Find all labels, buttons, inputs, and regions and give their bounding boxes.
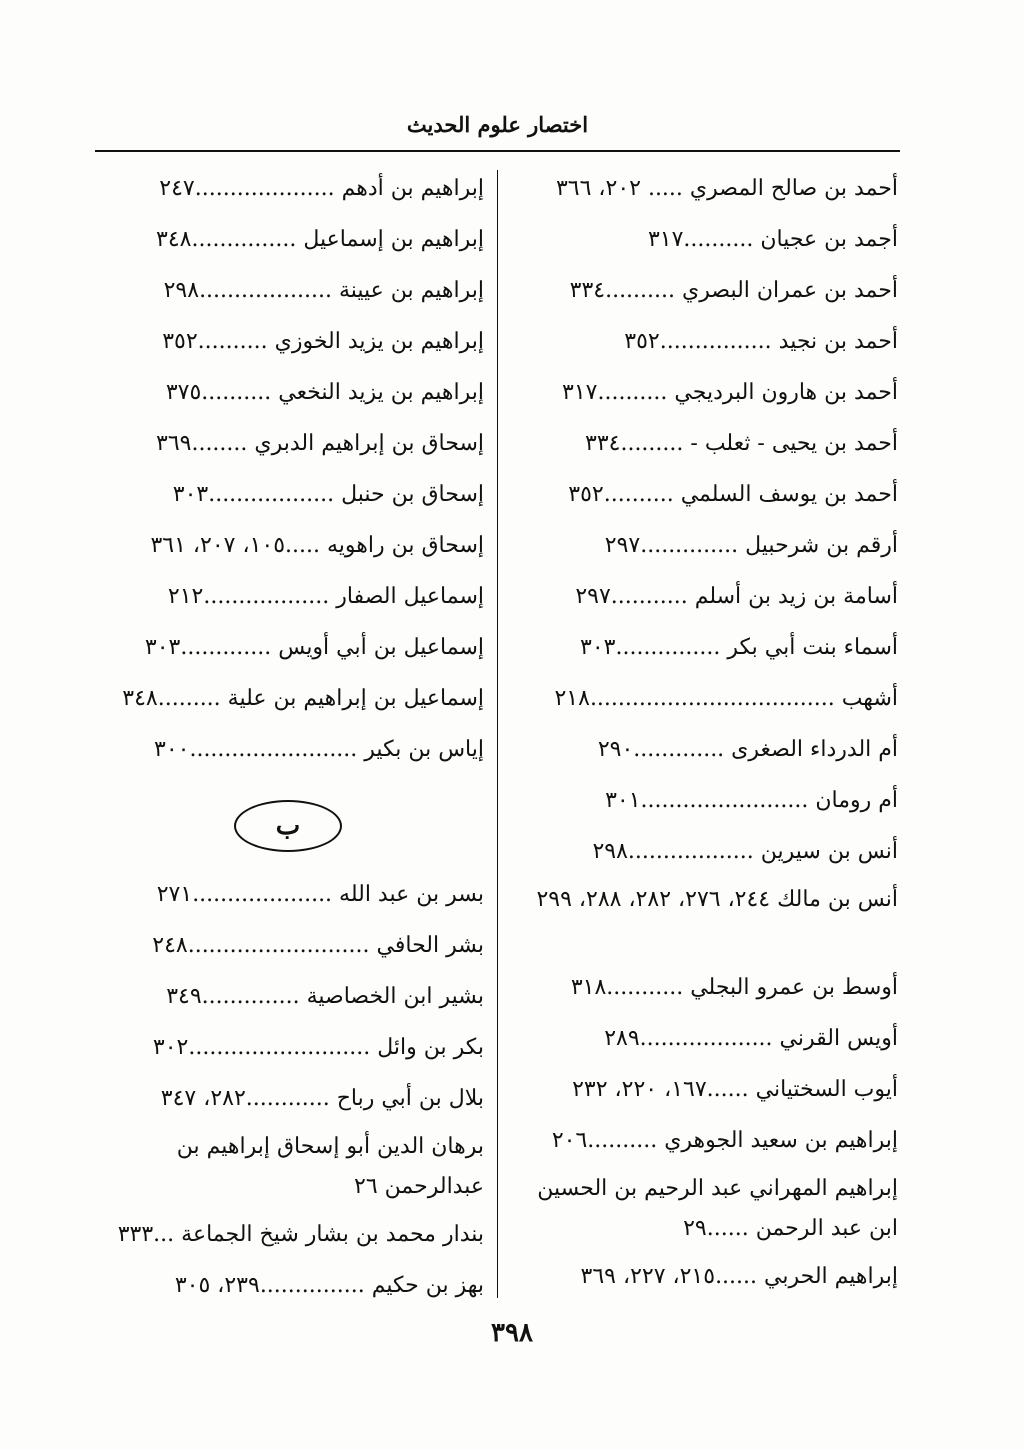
entry-leader-dots: ...... [706,1077,756,1102]
index-entry [510,676,898,727]
entry-leader-dots: .............. [640,533,746,558]
entry-leader-dots: ................... [199,278,339,303]
index-entry [510,880,898,965]
entry-leader-dots: .......... [605,278,683,303]
entry-leader-dots: ............... [615,635,728,660]
entry-page-refs: ٣١٨ [570,975,607,1000]
entry-page-refs: ٣٥٢ [624,329,660,354]
entry-page-refs: ٣٥٢ [162,329,198,354]
entry-name: أحمد بن صالح المصري [689,176,898,201]
entry-leader-dots: .................... [194,176,342,201]
entry-page-refs: ٢٩٠ [597,737,634,762]
index-entry [92,523,484,574]
entry-leader-dots: .......... [201,380,279,405]
entry-page-refs: ٣٣٤ [569,278,606,303]
entry-name: أحمد بن يوسف السلمي [680,482,898,507]
index-entry [510,625,898,676]
index-entry [510,574,898,625]
entry-leader-dots: .......... [683,227,761,252]
index-group-alif [92,166,484,778]
entry-name: إبراهيم بن يزيد النخعي [278,380,484,405]
entry-page-refs: ٣٣٣ [117,1222,154,1247]
entry-leader-dots: ... [153,1222,182,1247]
index-entry [510,778,898,829]
entry-page-refs: ٣٤٨ [156,227,192,252]
entry-page-refs: ٣٤٩ [166,984,202,1009]
index-entry [510,1067,898,1118]
entry-page-refs: ٢٩٨ [163,278,200,303]
entry-name: أحمد بن عمران البصري [682,278,898,303]
entry-name: بلال بن أبي رباح [336,1086,484,1111]
entry-name: إسحاق بن إبراهيم الدبري [254,431,484,456]
index-entry [510,965,898,1016]
index-entry [510,217,898,268]
entry-name: إبراهيم بن سعيد الجوهري [664,1128,898,1153]
entry-name: إياس بن بكير [364,737,484,762]
index-entry [92,370,484,421]
section-letter-badge [234,800,342,852]
entry-leader-dots: .......... [603,482,681,507]
entry-name: برهان الدين أبو إسحاق إبراهيم بن عبدالرحمن [176,1134,484,1199]
entry-leader-dots: ........... [610,584,695,609]
entry-leader-dots: .................. [627,839,761,864]
entry-name: إسماعيل الصفار [336,584,484,609]
index-entry [92,574,484,625]
entry-page-refs: ٣٤٨ [122,686,158,711]
entry-name: بكر بن وائل [377,1035,484,1060]
entry-page-refs: ٢٨٩ [604,1026,640,1051]
entry-page-refs: ٣٣٤ [585,431,621,456]
entry-name: بندار محمد بن بشار شيخ الجماعة [181,1222,484,1247]
entry-leader-dots: ........................ [640,788,816,813]
index-entry [92,472,484,523]
index-entry [92,1127,484,1212]
entry-leader-dots: .......... [197,329,275,354]
index-entry [92,1263,484,1314]
entry-name: إسحاق بن راهويه [327,533,484,558]
entry-leader-dots: ........................ [189,737,365,762]
entry-name: أحمد بن يحيى - ثعلب - [690,431,898,456]
index-column-left [92,166,484,1314]
entry-leader-dots: .................. [203,584,337,609]
entry-page-refs: ٢٠٢، ٣٦٦ [555,176,641,201]
entry-name: إبراهيم بن يزيد الخوزي [274,329,484,354]
entry-name: أسماء بنت أبي بكر [727,635,898,660]
entry-page-refs: ٢٩٨ [592,839,628,864]
entry-leader-dots: ......... [620,431,691,456]
entry-page-refs: ٢٤٧ [159,176,195,201]
entry-page-refs: ٣٦٩ [156,431,192,456]
entry-name: أنس بن مالك [777,887,898,912]
entry-leader-dots: ........ [191,431,255,456]
entry-leader-dots: ............. [633,737,732,762]
index-entry [92,166,484,217]
entry-leader-dots: .................... [192,882,340,907]
index-entry [92,923,484,974]
entry-page-refs: ١٠٥، ٢٠٧، ٣٦١ [150,533,286,558]
entry-page-refs: ٢٣٩، ٣٠٥ [174,1273,260,1298]
entry-name: أرقم بن شرحبيل [745,533,898,558]
entry-leader-dots: ............... [191,227,304,252]
entry-page-refs: ٢١٢ [167,584,204,609]
entry-name: إبراهيم بن عيينة [338,278,484,303]
entry-leader-dots: ................................... [589,686,842,711]
entry-name: أحمد بن هارون البرديجي [674,380,898,405]
running-header [95,112,900,137]
entry-leader-dots: ..... [640,176,690,201]
index-entry [510,472,898,523]
entry-page-refs: ٣١٧ [562,380,598,405]
index-entry [510,268,898,319]
index-entry [92,421,484,472]
index-entry [92,319,484,370]
entry-page-refs: ٢٦ [354,1174,378,1199]
index-column-right [510,166,898,1305]
entry-leader-dots [378,1174,385,1199]
entry-name: إبراهيم الحربي [764,1264,898,1289]
entry-leader-dots: ............. [180,635,279,660]
entry-leader-dots: ...... [706,1216,756,1241]
entry-leader-dots: .......................... [188,1035,378,1060]
entry-page-refs: ٢٩ [683,1216,707,1241]
entry-page-refs: ٣٥٢ [568,482,604,507]
index-entry [92,625,484,676]
index-entry [510,727,898,778]
index-entry [92,1212,484,1263]
entry-page-refs: ٣٠٢ [152,1035,189,1060]
entry-page-refs: ٣٠٣ [172,482,209,507]
index-entry [510,1169,898,1254]
entry-name: بشير ابن الخصاصية [306,984,484,1009]
entry-name: أويس القرني [779,1026,898,1051]
entry-leader-dots: .................. [208,482,342,507]
index-entry [510,523,898,574]
entry-leader-dots: ............... [259,1273,372,1298]
entry-page-refs: ٣١٧ [647,227,684,252]
entry-leader-dots: ......... [157,686,228,711]
index-entry [92,872,484,923]
index-entry [510,421,898,472]
index-entry [92,676,484,727]
index-entry [510,370,898,421]
entry-leader-dots: ................... [639,1026,780,1051]
entry-page-refs: ١٦٧، ٢٢٠، ٢٣٢ [572,1077,707,1102]
section-letter: ب [275,811,301,841]
index-entry [92,217,484,268]
book-title: اختصار علوم الحديث [406,112,589,137]
entry-leader-dots: .............. [201,984,307,1009]
entry-name: أيوب السختياني [755,1077,898,1102]
entry-page-refs: ٢٨٢، ٣٤٧ [160,1086,246,1111]
entry-page-refs: ٢٩٧ [575,584,611,609]
column-divider [497,170,498,1298]
index-entry [92,974,484,1025]
entry-page-refs: ٢٤٤، ٢٧٦، ٢٨٢، ٢٨٨، ٢٩٩ [536,887,771,912]
index-entry [510,1016,898,1067]
page-number: ٣٩٨ [491,1318,533,1348]
entry-name: أوسط بن عمرو البجلي [690,975,898,1000]
header-rule [95,150,900,152]
entry-page-refs: ٣٠٣ [580,635,616,660]
entry-leader-dots: .......... [597,380,675,405]
entry-name: إبراهيم المهراني عبد الرحيم بن الحسين ابن عبد الرحمن [537,1176,898,1241]
index-entry [510,1118,898,1169]
entry-page-refs: ٢٩٧ [604,533,641,558]
entry-leader-dots: .......................... [187,933,377,958]
entry-name: أحمد بن نجيد [778,329,898,354]
entry-name: إبراهيم بن أدهم [341,176,484,201]
entry-page-refs: ٣٠٣ [144,635,181,660]
index-entry [510,1254,898,1305]
entry-name: بهز بن حكيم [371,1273,484,1298]
entry-name: إسماعيل بن إبراهيم بن علية [227,686,484,711]
index-entry [510,829,898,880]
entry-page-refs: ٣٠١ [605,788,641,813]
index-entry [510,166,898,217]
entry-name: أشهب [841,686,898,711]
index-entry [92,1076,484,1127]
entry-page-refs: ٣٠٠ [154,737,190,762]
entry-leader-dots: ...... [715,1264,765,1289]
entry-page-refs: ٢٤٨ [152,933,188,958]
entry-name: إسحاق بن حنبل [341,482,484,507]
entry-name: بشر الحافي [376,933,484,958]
entry-name: أم رومان [815,788,898,813]
entry-name: أجمد بن عجيان [760,227,898,252]
entry-leader-dots: ................ [659,329,779,354]
entry-name: إبراهيم بن إسماعيل [303,227,484,252]
entry-name: بسر بن عبد الله [339,882,484,907]
entry-leader-dots: ............ [245,1086,337,1111]
entry-page-refs: ٣٧٥ [165,380,202,405]
entry-name: أسامة بن زيد بن أسلم [694,584,898,609]
entry-leader-dots: ........... [606,975,691,1000]
entry-leader-dots: .......... [587,1128,665,1153]
index-entry [510,319,898,370]
entry-name: أم الدرداء الصغرى [731,737,898,762]
entry-page-refs: ٢٠٦ [551,1128,588,1153]
entry-name: أنس بن سيرين [760,839,898,864]
index-entry [92,727,484,778]
entry-name: إسماعيل بن أبي أويس [278,635,484,660]
entry-page-refs: ٢١٥، ٢٢٧، ٣٦٩ [580,1264,716,1289]
entry-page-refs: ٢١٨ [554,686,590,711]
entry-page-refs: ٢٧١ [156,882,193,907]
index-group-ba [92,872,484,1314]
index-entry [92,1025,484,1076]
index-entry [92,268,484,319]
entry-leader-dots: ..... [285,533,327,558]
